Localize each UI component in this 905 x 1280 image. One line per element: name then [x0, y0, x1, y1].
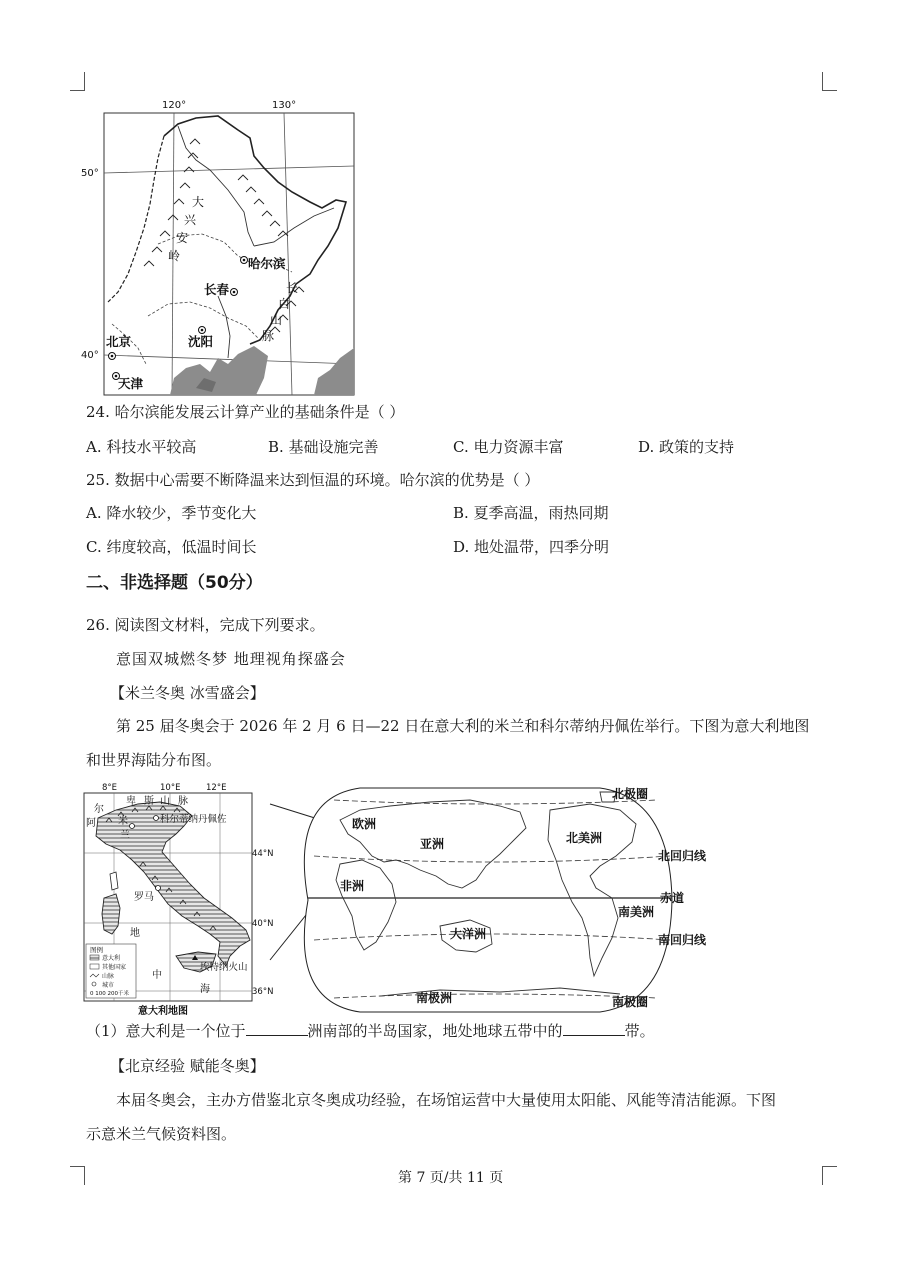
- city-label-beijing: 北京: [106, 334, 132, 349]
- italy-legend-mountain: 山脉: [102, 973, 115, 980]
- section-title: 二、非选择题（50分）: [86, 573, 263, 593]
- q26-para2-line2: 示意米兰气候资料图。: [86, 1125, 237, 1143]
- italy-label-bei: 卑: [126, 796, 136, 807]
- italy-lon-12: 12°E: [206, 783, 227, 793]
- italy-label-rome: 罗马: [134, 892, 154, 903]
- q26-part1-blank-continent[interactable]: [246, 1021, 308, 1036]
- q24-option-a[interactable]: A. 科技水平较高: [86, 438, 197, 456]
- corner-mark-top-right: [822, 72, 837, 91]
- range-label-xing: 兴: [184, 213, 197, 227]
- italy-scale: 0 100 200千米: [90, 991, 129, 997]
- italy-lat-36: 36°N: [252, 987, 274, 997]
- italy-label-zhong: 中: [152, 970, 162, 981]
- range-label-chang: 长: [286, 281, 299, 295]
- range-label-da: 大: [192, 195, 205, 209]
- italy-lat-40: 40°N: [252, 919, 274, 929]
- italy-label-cortina: 科尔蒂纳丹佩佐: [160, 814, 227, 825]
- range-label-mai: 脉: [262, 329, 275, 343]
- italy-label-lan: 兰: [120, 830, 130, 841]
- q26-part1-mid: 洲南部的半岛国家，地处地球五带中的: [307, 1022, 563, 1040]
- q25-option-a[interactable]: A. 降水较少，季节变化大: [86, 504, 257, 522]
- continent-antarctica: 南极洲: [416, 991, 453, 1005]
- corner-mark-bottom-right: [822, 1166, 837, 1185]
- q26-stem: 26. 阅读图文材料，完成下列要求。: [86, 616, 325, 634]
- q24-option-b[interactable]: B. 基础设施完善: [268, 438, 379, 456]
- italy-legend-other: 其他国家: [102, 964, 127, 971]
- continent-north-america: 北美洲: [566, 831, 603, 845]
- q24-option-d[interactable]: D. 政策的支持: [638, 438, 735, 456]
- italy-label-si: 斯: [144, 796, 154, 807]
- italy-lon-10: 10°E: [160, 783, 181, 793]
- italy-label-mai: 脉: [178, 796, 188, 807]
- italy-label-a: 阿: [86, 818, 96, 829]
- italy-lat-44: 44°N: [252, 849, 274, 859]
- italy-map-caption: 意大利地图: [138, 1006, 188, 1017]
- continent-south-america: 南美洲: [618, 905, 655, 919]
- northeast-china-map: [78, 96, 368, 398]
- continent-africa: 非洲: [340, 879, 365, 893]
- lon-label-130: 130°: [272, 100, 297, 111]
- page-footer: 第 7 页/共 11 页: [398, 1170, 504, 1186]
- italy-label-er: 尔: [94, 804, 104, 815]
- q26-sub1-title: 【米兰冬奥 冰雪盛会】: [110, 684, 265, 702]
- q26-part1-blank-zone[interactable]: [563, 1021, 625, 1036]
- range-label-ling: 岭: [168, 249, 181, 263]
- lon-label-120: 120°: [162, 100, 187, 111]
- italy-map: [80, 780, 278, 1018]
- q26-para2-line1: 本届冬奥会，主办方借鉴北京冬奥成功经验，在场馆运营中大量使用太阳能、风能等清洁能源。下图: [116, 1091, 777, 1109]
- q26-para1-line1: 第 25 届冬奥会于 2026 年 2 月 6 日—22 日在意大利的米兰和科尔蒂纳丹佩佐举行。下图为意大利地图: [116, 717, 810, 735]
- line-tropic-cancer: 北回归线: [658, 849, 707, 863]
- city-label-changchun: 长春: [204, 282, 230, 297]
- world-map: [300, 780, 707, 1020]
- q25-stem: 25. 数据中心需要不断降温来达到恒温的环境。哈尔滨的优势是（ ）: [86, 471, 540, 489]
- q26-sub2-title: 【北京经验 赋能冬奥】: [110, 1057, 265, 1075]
- italy-label-di: 地: [130, 928, 140, 939]
- italy-lon-8: 8°E: [102, 783, 118, 793]
- line-equator: 赤道: [660, 891, 685, 905]
- italy-label-mi: 米: [118, 816, 128, 827]
- lat-label-40: 40°: [81, 350, 99, 361]
- city-label-tianjin: 天津: [118, 376, 144, 391]
- q25-option-d[interactable]: D. 地处温带，四季分明: [453, 538, 610, 556]
- line-arctic-circle: 北极圈: [612, 787, 649, 801]
- q24-stem: 24. 哈尔滨能发展云计算产业的基础条件是（ ）: [86, 403, 405, 421]
- city-label-shenyang: 沈阳: [188, 334, 214, 349]
- q26-part1: [86, 1021, 655, 1041]
- city-label-harbin: 哈尔滨: [248, 256, 286, 271]
- line-antarctic-circle: 南极圈: [612, 995, 649, 1009]
- lat-label-50: 50°: [81, 168, 99, 179]
- italy-label-hai: 海: [200, 984, 210, 995]
- italy-legend-title: 图例: [90, 946, 103, 954]
- corner-mark-bottom-left: [70, 1166, 85, 1185]
- italy-legend-italy: 意大利: [102, 955, 121, 962]
- range-label-shan: 山: [270, 313, 283, 327]
- q24-option-c[interactable]: C. 电力资源丰富: [453, 438, 564, 456]
- q26-part1-suffix: 带。: [624, 1022, 655, 1040]
- q26-para1-line2: 和世界海陆分布图。: [86, 751, 222, 769]
- italy-label-etna: 埃特纳火山: [200, 962, 248, 973]
- continent-oceania: 大洋洲: [450, 927, 487, 941]
- line-tropic-capricorn: 南回归线: [658, 933, 707, 947]
- corner-mark-top-left: [70, 72, 85, 91]
- q26-part1-prefix: （1）意大利是一个位于: [86, 1022, 246, 1040]
- italy-label-shan: 山: [160, 796, 170, 807]
- q25-option-b[interactable]: B. 夏季高温，雨热同期: [453, 504, 609, 522]
- continent-europe: 欧洲: [352, 817, 377, 831]
- italy-legend-city: 城市: [102, 982, 115, 989]
- q26-topic: 意国双城燃冬梦 地理视角探盛会: [116, 650, 346, 668]
- continent-asia: 亚洲: [420, 837, 445, 851]
- range-label-an: 安: [176, 231, 189, 245]
- range-label-bai: 白: [278, 297, 291, 311]
- q25-option-c[interactable]: C. 纬度较高，低温时间长: [86, 538, 257, 556]
